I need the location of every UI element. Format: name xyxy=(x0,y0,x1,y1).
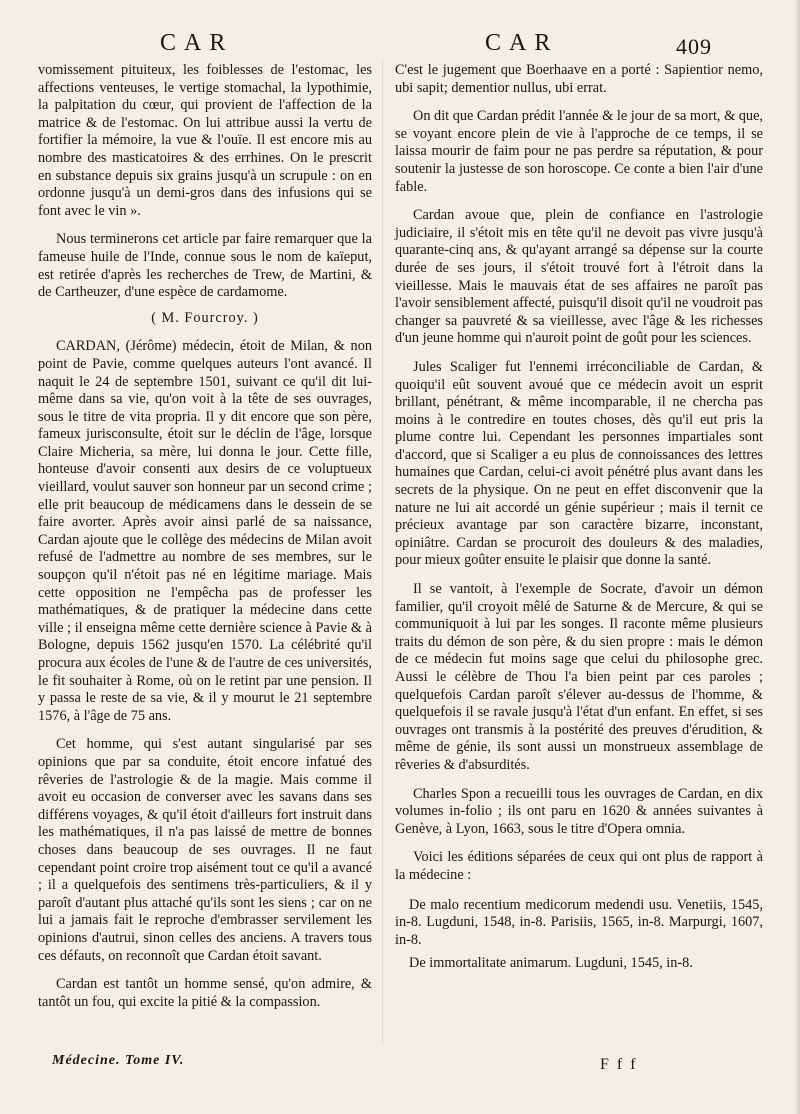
page-edge-shadow xyxy=(794,0,800,1114)
paragraph: Cardan avoue que, plein de confiance en l'astrologie judiciaire, il s'étoit mis en tête qu'il ne devoit pas vivre jusqu'à quarante-cinq ans, & qu'ayant arrangé sa dépense sur la courte durée de ses jours, il s'étoit trouvé fort à l'étroit dans la vieillesse. Mais le mauvais état de ses affaires ne paroît pas l'avoir sensiblement affecté, puisqu'il disoit qu'il ne voudroit pas changer sa pauvreté & sa vieillesse, avec l'âge & les richesses d'un jeune homme qui n'auroit point de goût pour les sciences. xyxy=(395,207,763,347)
footer-signature-mark: F f f xyxy=(600,1056,638,1073)
bibliography-entry: De immortalitate animarum. Lugduni, 1545, in-8. xyxy=(409,955,693,972)
author-signature: ( M. Fourcroy. ) xyxy=(151,309,259,326)
header-left-title: CAR xyxy=(160,30,234,56)
running-header xyxy=(0,30,800,64)
footer-volume: Médecine. Tome IV. xyxy=(52,1053,185,1068)
header-right-title: CAR xyxy=(485,30,559,56)
paragraph: Jules Scaliger fut l'ennemi irréconciliable de Cardan, & quoiqu'il eût souvent avoué que ce médecin avoit un esprit brillant, pénétrant, & même incomparable, il ne chercha pas moins à le contredire en toutes choses, dès qu'il eut pris la plume contre lui. Cependant les personnes impartiales sont d'accord, que si Scaliger a eu plus de connoissances des lettres humaines que Cardan, celui-ci avoit pénétré plus avant dans les secrets de la physique. On ne peut en effet disconvenir que la nature ne lui ait accordé un génie supérieur ; mais il ternit ce précieux avantage par son caractère bizarre, inconstant, opiniâtre. Cardan se procuroit des douleurs & des maladies, pour mieux goûter ensuite le plaisir que donne la santé. xyxy=(395,358,763,569)
entry-cardan: CARDAN, (Jérôme) médecin, étoit de Milan, & non point de Pavie, comme quelques auteurs l'ont avancé. Il naquit le 24 de septembre 1501, suivant ce qu'il dit lui-même dans sa vie, qu'on voit à la tête de ses ouvrages, sous le titre de vita propria. Il y dit encore que son père, fameux jurisconsulte, étoit sur le déclin de l'âge, lorsque Claire Micheria, sa mère, lui donna le jour. Cette fille, honteuse d'avoir consenti aux desirs de ce voluptueux vieillard, voulut sauver son honneur par un second crime ; elle prit beaucoup de médicamens dans le dessein de se faire avorter. Après avoir ainsi parlé de sa naissance, Cardan ajoute que le collège des médecins de Milan avoit refusé de l'admettre au nombre de ses membres, sur le soupçon qu'il n'étoit pas né en légitime mariage. Mais cette opposition ne l'empêcha pas de professer les mathématiques, & de pratiquer la médecine dans cette ville ; il enseigna même cette dernière science à Pavie & à Bologne, depuis 1562 jusqu'en 1570. La célébrité qu'il procura aux écoles de l'une & de l'autre de ces universités, le fit souhaiter à Rome, où on le retint par une pension. Il y passa le reste de sa vie, & il y mourut le 21 septembre 1576, à l'âge de 75 ans. xyxy=(38,338,372,724)
right-column xyxy=(395,62,763,973)
paragraph: Nous terminerons cet article par faire remarquer que la fameuse huile de l'Inde, connue sous le nom de kaïeput, est retirée d'après les recherches de Trew, de Martini, & de Cartheuzer, d'une espèce de cardamome. xyxy=(38,231,372,301)
paragraph: On dit que Cardan prédit l'année & le jour de sa mort, & que, se voyant encore plein de vie à l'approche de ce temps, il se laissa mourir de faim pour ne pas perdre sa réputation, & pour soutenir la justesse de son horoscope. Ce conte a bien l'air d'une fable. xyxy=(395,108,763,195)
paragraph: vomissement pituiteux, les foiblesses de l'estomac, les affections venteuses, le vertige stomachal, la lypothimie, la palpitation du cœur, qui provient de l'affection de la matrice & de l'estomac. On lui attribue aussi la vertu de fortifier la mémoire, la vue & l'ouïe. Il est encore mis au nombre des masticatoires & des errhines. On le prescrit en substance depuis six grains jusqu'à un scrupule : on en ordonne jusqu'à un demi-gros dans des infusions qui se font avec le vin ». xyxy=(38,62,372,219)
paragraph: Cet homme, qui s'est autant singularisé par ses opinions que par sa conduite, étoit encore infatué des rêveries de l'astrologie & de la magie. Mais comme il avoit eu occasion de converser avec les savans dans ses différens voyages, & qu'il étoit d'ailleurs fort instruit dans les mathématiques, il n'a pas laissé de mettre de bonnes choses dans beaucoup de ses ouvrages. Il ne faut cependant point croire trop aisément tout ce qu'il a avancé ; il a quelquefois des sentimens très-particuliers, & il y paroît d'autant plus attaché qu'ils sont les siens ; car on ne lui a jamais fait le reproche d'embrasser servilement les opinions d'autrui, sinon celles des anciens. A travers tous ces défauts, on reconnoît que Cardan étoit savant. xyxy=(38,736,372,964)
column-divider xyxy=(382,60,383,1045)
paragraph: C'est le jugement que Boerhaave en a porté : Sapientior nemo, ubi sapit; dementior nullus, ubi errat. xyxy=(395,62,763,96)
paragraph: Charles Spon a recueilli tous les ouvrages de Cardan, en dix volumes in-folio ; ils ont paru en 1620 & années suivantes à Genève, à Lyon, 1663, sous le titre d'Opera omnia. xyxy=(395,785,763,837)
paragraph: Cardan est tantôt un homme sensé, qu'on admire, & tantôt un fou, qui excite la pitié & la compassion. xyxy=(38,976,372,1010)
paragraph: Il se vantoit, à l'exemple de Socrate, d'avoir un démon familier, qu'il croyoit mêlé de Saturne & de Mercure, & qui se communiquoit à lui par les songes. Il raconte même plusieurs traits du démon de son père, & du sien propre : mais le démon de ce médecin fut moins sage que celui du philosophe grec. Aussi le célèbre de Thou l'a bien peint par ces paroles ; quelquefois Cardan paroît s'élever au-dessus de l'homme, & quelquefois il se ravale jusqu'à l'état d'un enfant. En effet, si ses ouvrages ont transmis à la postérité des preuves d'érudition, & même de génie, ils sont aussi un monstrueux assemblage de rêveries & d'absurdités. xyxy=(395,581,763,773)
bibliography-entry: De malo recentium medicorum medendi usu. Venetiis, 1545, in-8. Lugduni, 1548, in-8. Parisiis, 1565, in-8. Marpurgi, 1607, in-8. xyxy=(395,896,763,948)
page-number: 409 xyxy=(676,34,712,59)
left-column xyxy=(38,62,372,1011)
paragraph: Voici les éditions séparées de ceux qui ont plus de rapport à la médecine : xyxy=(395,849,763,883)
